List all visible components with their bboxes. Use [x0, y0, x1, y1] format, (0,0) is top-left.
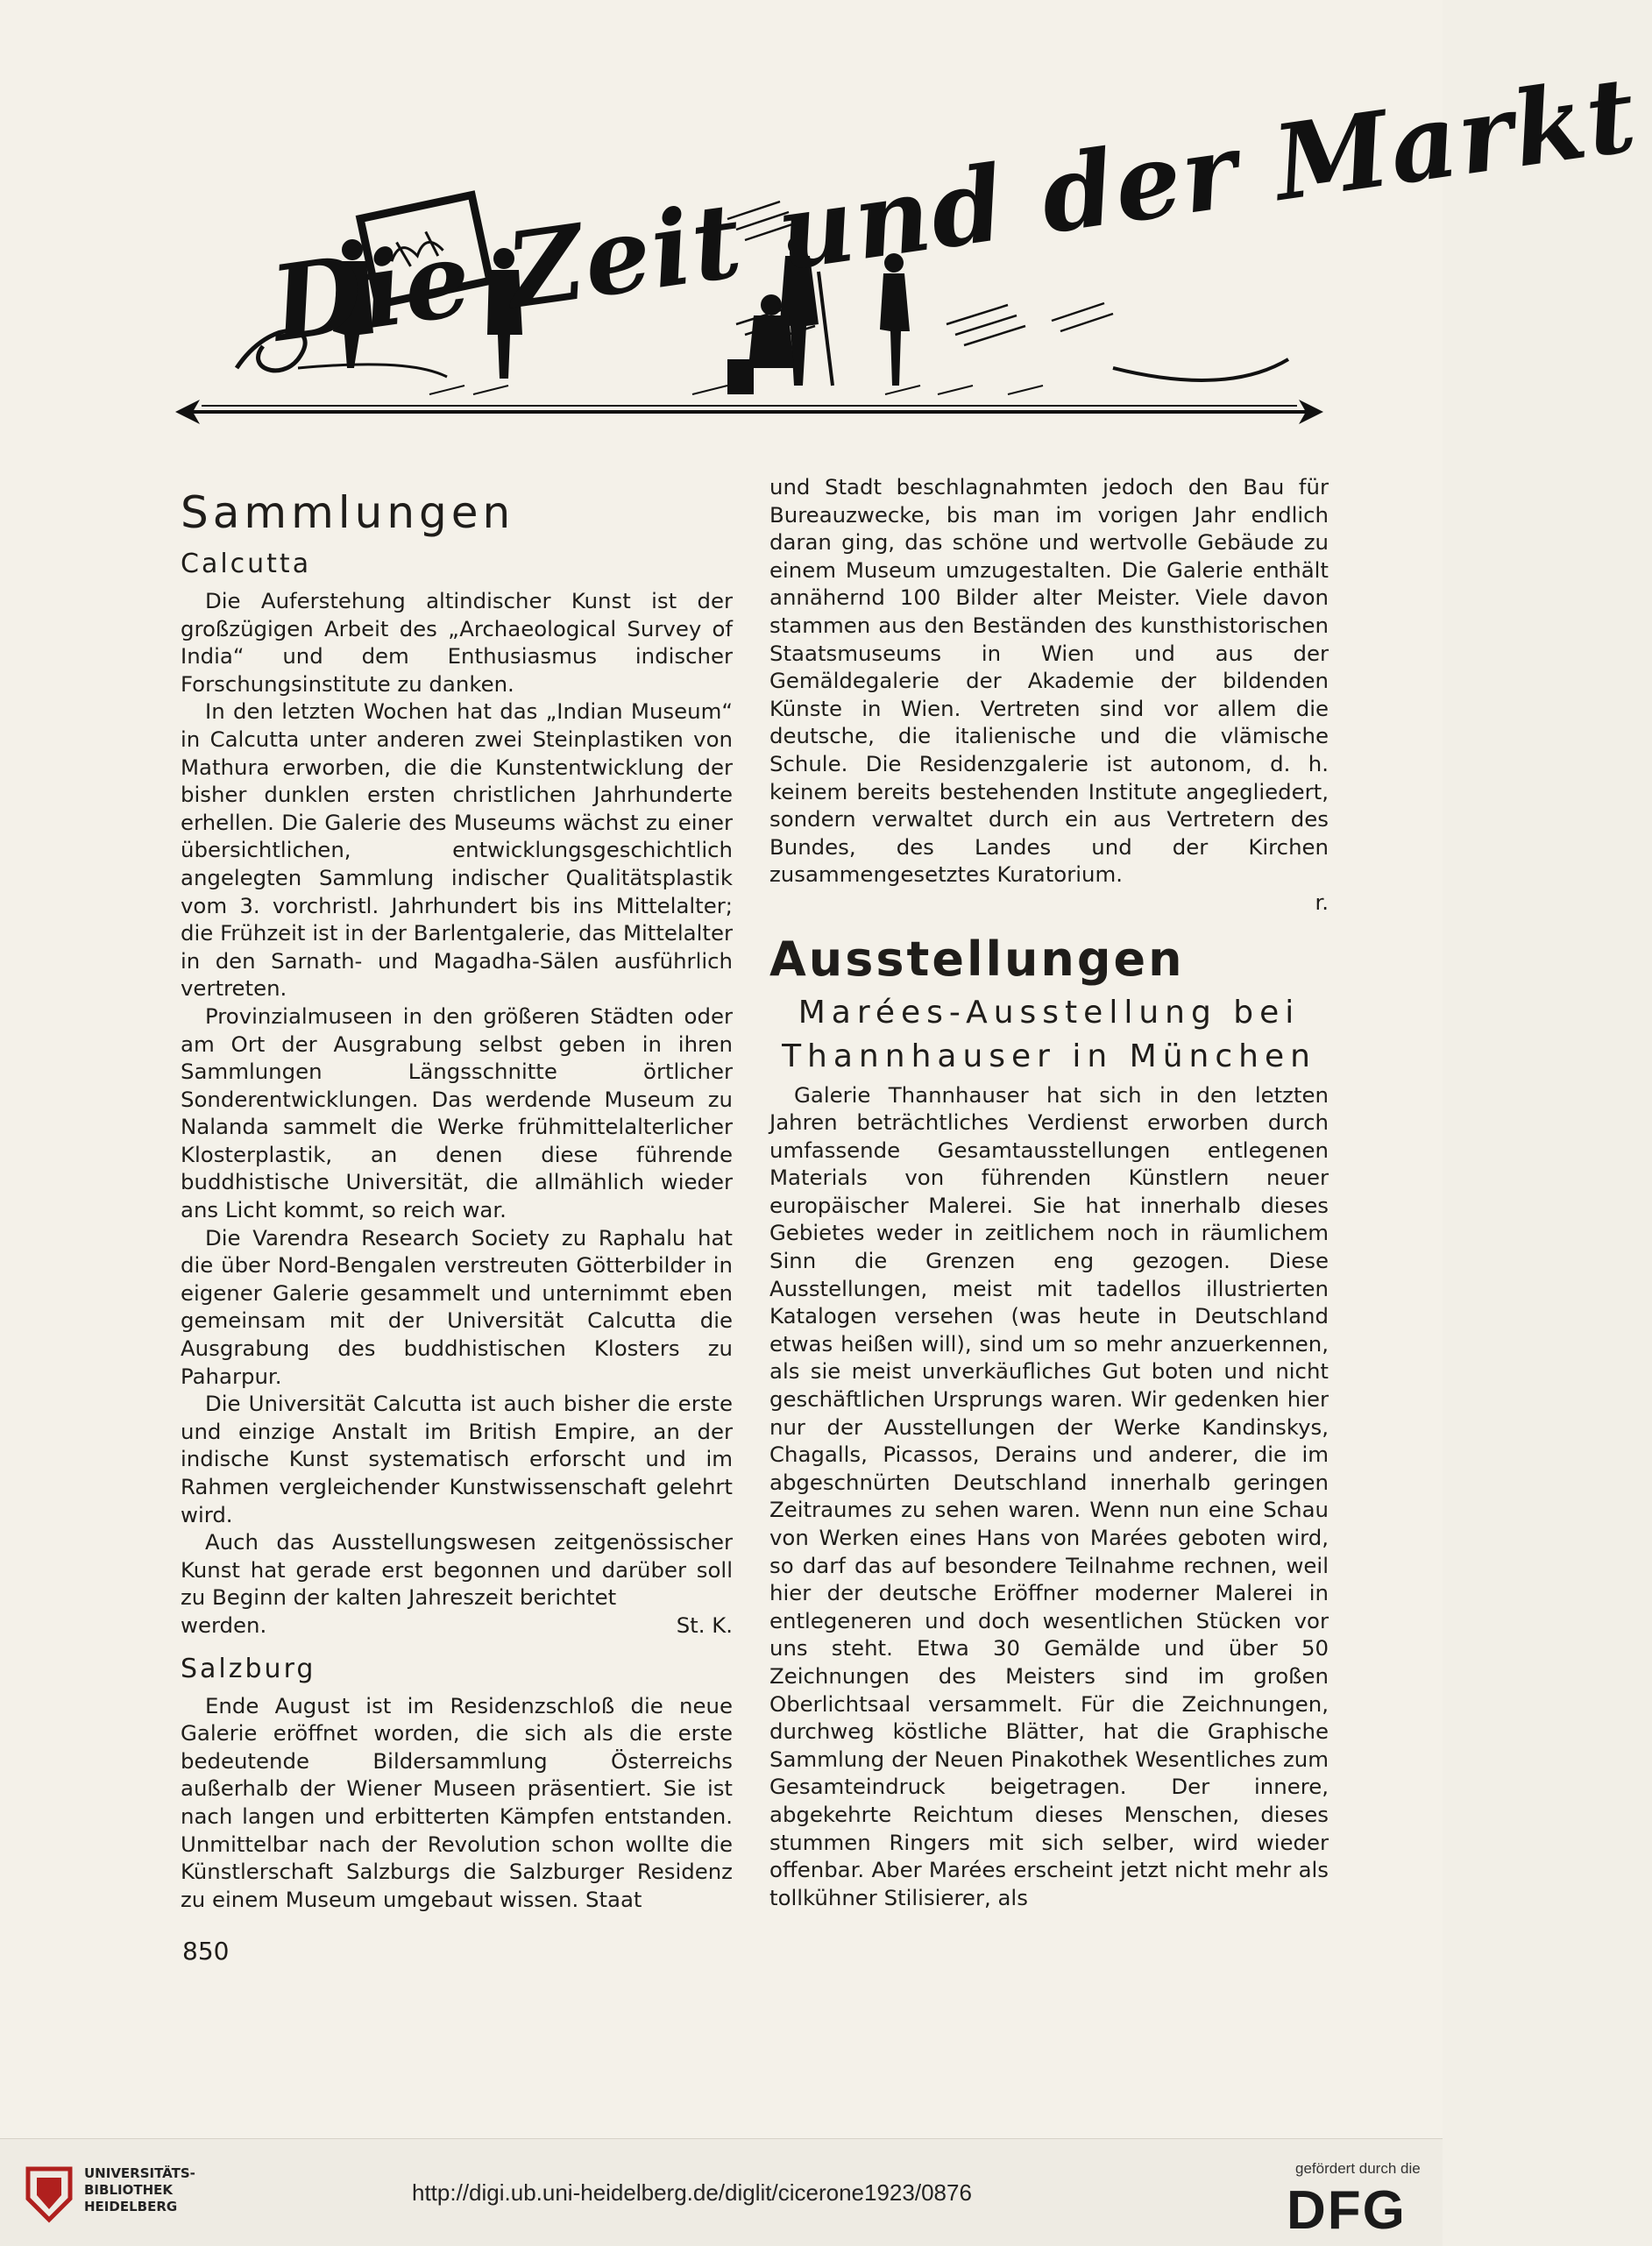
paragraph: Ende August ist im Residenzschloß die neue Galerie eröffnet worden, die sich als die erste bedeutende Bildersammlung Österreichs außerhalb der Wiener Museen präsentiert. Sie ist nach langen und erbitterten Kämpfen entstanden. Unmittelbar nach der Revolution schon wollte die Künstlerschaft Salzburgs die Salzburger Residenz zu einem Museum umgebaut wissen. Staat [181, 1692, 733, 1912]
subheading-marees-line-2: Thannhauser in München [782, 1038, 1316, 1074]
left-column [181, 473, 733, 1913]
paragraph-end: werden. [181, 1612, 267, 1638]
section-heading-ausstellungen: Ausstellungen [769, 931, 1185, 987]
author-signature: r. [1315, 889, 1329, 915]
author-signature: St. K. [676, 1612, 733, 1638]
subheading-calcutta: Calcutta [181, 549, 312, 579]
header-illustration [167, 53, 1645, 438]
paragraph: Provinzialmuseen in den größeren Städten oder am Ort der Ausgrabung selbst geben in ihren Sammlungen Längsschnitte örtlicher Sonderentwicklungen. Das werdende Museum zu Nalanda sammelt die Werke frühmittelalterlicher Klosterplastik, an denen diese führende buddhistische Universität, die allmählich wieder ans Licht kommt, so reich war. [181, 1003, 733, 1223]
paragraph: und Stadt beschlagnahmten jedoch den Bau für Bureauzwecke, bis man im vorigen Jahr endlich daran ging, das schöne und wertvolle Gebäude zu einem Museum umzugestalten. Die Galerie enthält annähernd 100 Bilder alter Meister. Viele davon stammen aus den Beständen des kunsthistorischen Staatsmuseums in Wien und aus der Gemäldegalerie der Akademie der bildenden Künste in Wien. Vertreten sind vor allem die deutsche, die italienische und die vlämische Schule. Die Residenzgalerie ist autonom, d. h. keinem bereits bestehenden Institute angegliedert, sondern verwaltet durch ein aus Vertretern des Bundes, des Landes und der Kirchen zusammengesetztes Kuratorium. [769, 474, 1329, 888]
paragraph: Die Universität Calcutta ist auch bisher die erste und einzige Anstalt im British Empire, an der indische Kunst systematisch erforscht und im Rahmen vergleichender Kunstwissenschaft gelehrt wird. [181, 1391, 733, 1527]
library-name-line: BIBLIOTHEK [84, 2182, 173, 2198]
funding-label: gefördert durch die [1295, 2160, 1421, 2177]
paragraph: Auch das Ausstellungswesen zeitgenössischer Kunst hat gerade erst begonnen und darüber soll zu Beginn der kalten Jahreszeit berichtet [181, 1529, 733, 1611]
header-title: Die Zeit und der Markt [264, 53, 1645, 365]
library-name-line: HEIDELBERG [84, 2199, 178, 2214]
subheading-salzburg: Salzburg [181, 1653, 316, 1684]
library-name-line: UNIVERSITÄTS- [84, 2165, 195, 2181]
digitization-footer [0, 2138, 1443, 2246]
library-name [84, 2165, 195, 2215]
paragraph: Die Auferstehung altindischer Kunst ist der großzügigen Arbeit des „Archaeological Survey of India“ und dem Enthusiasmus indischer Forschungsinstitute zu danken. [181, 588, 733, 697]
paragraph-signature-line [181, 1612, 733, 1640]
subheading-marees-line-1: Marées-Ausstellung bei [798, 994, 1301, 1031]
section-heading-sammlungen: Sammlungen [181, 487, 515, 538]
dfg-logo: DFG [1287, 2180, 1407, 2241]
paragraph: Galerie Thannhauser hat sich in den letzten Jahren beträchtliches Verdienst erworben durch umfassende Gesamtausstellungen entlegenen Materials von führenden Künstlern neuer europäischer Malerei. Sie hat innerhalb dieses Gebietes weder in zeitlichem noch in räumlichem Sinn die Grenzen eng gezogen. Diese Ausstellungen, meist mit tadellos illustrierten Katalogen versehen (was heute in Deutschland etwas heißen will), sind um so mehr anzuerkennen, als sie meist unverkäufliches Gut boten und nicht geschäftlichen Ursprungs waren. Wir gedenken hier nur der Ausstellungen der Werke Kandinskys, Chagalls, Picassos, Derains und anderer, die im abgeschnürten Deutschland innerhalb geringen Zeitraumes zu sehen waren. Wenn nun eine Schau von Werken eines Hans von Marées geboten wird, so darf das auf besondere Teilnahme rechnen, weil hier der deutsche Eröffner moderner Malerei in entlegeneren und doch wesentlichen Stücken vor uns steht. Etwa 30 Gemälde und über 50 Zeichnungen des Meisters sind im großen Oberlichtsaal versammelt. Für die Zeichnungen, durchweg köstliche Blätter, hat die Graphische Sammlung der Neuen Pinakothek Wesentliches zum Gesamteindruck beigetragen. Der innere, abgekehrte Reichtum dieses Menschen, dieses stummen Ringers mit sich selber, wird wieder offenbar. Aber Marées erscheint jetzt nicht mehr als tollkühner Stilisierer, als [769, 1081, 1329, 1910]
paragraph: Die Varendra Research Society zu Raphalu hat die über Nord-Bengalen verstreuten Götterbilder in eigener Galerie gesammelt und unternimmt eben gemeinsam mit der Universität Calcutta die Ausgrabung des buddhistischen Klosters zu Paharpur. [181, 1224, 733, 1389]
permalink-url[interactable]: http://digi.ub.uni-heidelberg.de/diglit/cicerone1923/0876 [412, 2179, 972, 2206]
page-number: 850 [182, 1937, 230, 1966]
paragraph: In den letzten Wochen hat das „Indian Museum“ in Calcutta unter anderen zwei Steinplastiken von Mathura erworben, die die Kunstentwicklung der bisher dunklen ersten christlichen Jahrhunderte erhellen. Die Galerie des Museums wächst zu einer übersichtlichen, entwicklungsgeschichtlich angelegten Sammlung indischer Qualitätsplastik vom 3. vorchristl. Jahrhundert bis ins Mittelalter; die Frühzeit ist in der Barlentgalerie, das Mittelalter in den Sarnath- und Magadha-Sälen ausführlich vertreten. [181, 698, 733, 1002]
ub-heidelberg-logo-icon [23, 2164, 75, 2225]
right-column [769, 473, 1329, 1911]
header-title-layer [167, 53, 1645, 438]
